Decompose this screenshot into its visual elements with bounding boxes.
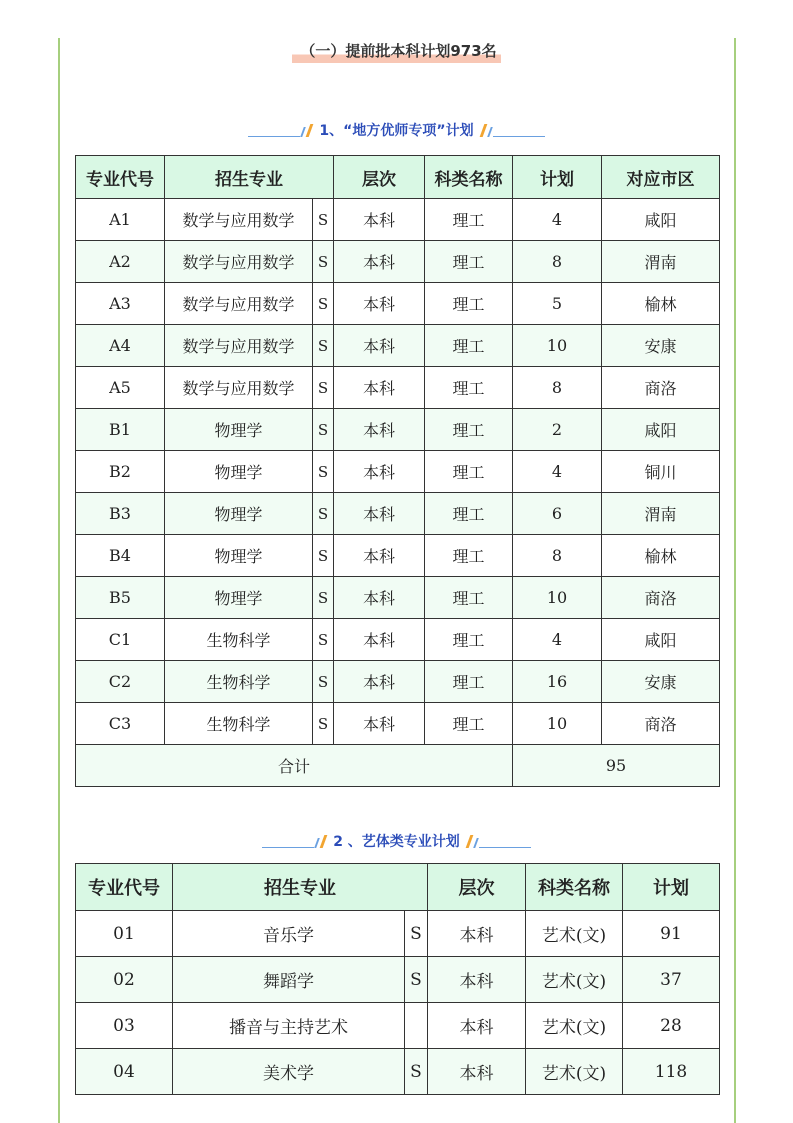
cell-major: 物理学 (165, 577, 313, 619)
cell-level: 本科 (334, 199, 425, 241)
cell-plan: 2 (513, 409, 602, 451)
cell-plan: 118 (623, 1049, 720, 1095)
cell-code: C2 (76, 661, 165, 703)
column-header-plan: 计划 (623, 864, 720, 911)
cell-city: 铜川 (602, 451, 720, 493)
page-border-left (58, 38, 60, 1123)
column-header-level: 层次 (334, 156, 425, 199)
cell-category: 理工 (425, 577, 513, 619)
table-row (76, 577, 720, 619)
heading-decoration-right-icon (466, 834, 531, 848)
cell-s-flag: S (405, 911, 428, 957)
cell-plan: 4 (513, 451, 602, 493)
cell-code: 01 (76, 911, 173, 957)
section-title-text: （一）提前批本科计划973名 (292, 40, 500, 63)
cell-code: A1 (76, 199, 165, 241)
cell-category: 理工 (425, 451, 513, 493)
cell-category: 理工 (425, 703, 513, 745)
column-header-major: 招生专业 (165, 156, 334, 199)
cell-major: 数学与应用数学 (165, 241, 313, 283)
cell-s-flag: S (405, 1049, 428, 1095)
cell-plan: 8 (513, 241, 602, 283)
cell-category: 理工 (425, 367, 513, 409)
column-header-code: 专业代号 (76, 864, 173, 911)
total-row (76, 745, 720, 787)
cell-level: 本科 (428, 957, 526, 1003)
cell-city: 榆林 (602, 283, 720, 325)
cell-s-flag: S (313, 409, 334, 451)
cell-city: 安康 (602, 661, 720, 703)
cell-city: 商洛 (602, 577, 720, 619)
cell-plan: 10 (513, 703, 602, 745)
cell-city: 渭南 (602, 493, 720, 535)
subsection-2-heading-text: 2 、艺体类专业计划 (333, 834, 460, 850)
cell-level: 本科 (334, 367, 425, 409)
cell-level: 本科 (334, 535, 425, 577)
cell-category: 理工 (425, 283, 513, 325)
cell-major: 数学与应用数学 (165, 367, 313, 409)
cell-major: 生物科学 (165, 619, 313, 661)
cell-category: 理工 (425, 325, 513, 367)
table-row (76, 199, 720, 241)
cell-category: 理工 (425, 619, 513, 661)
cell-major: 美术学 (173, 1049, 405, 1095)
cell-category: 理工 (425, 199, 513, 241)
cell-major: 物理学 (165, 409, 313, 451)
cell-city: 商洛 (602, 367, 720, 409)
cell-code: A3 (76, 283, 165, 325)
total-label: 合计 (76, 745, 513, 787)
cell-major: 物理学 (165, 493, 313, 535)
heading-decoration-left-icon (248, 123, 313, 137)
cell-city: 渭南 (602, 241, 720, 283)
table-row (76, 325, 720, 367)
cell-code: A4 (76, 325, 165, 367)
section-title (0, 40, 793, 63)
table-row (76, 283, 720, 325)
cell-plan: 6 (513, 493, 602, 535)
table-row (76, 619, 720, 661)
subsection-1-heading (0, 120, 793, 140)
cell-plan: 8 (513, 535, 602, 577)
cell-plan: 8 (513, 367, 602, 409)
table-row (76, 451, 720, 493)
cell-category: 理工 (425, 409, 513, 451)
cell-category: 理工 (425, 535, 513, 577)
column-header-plan: 计划 (513, 156, 602, 199)
subsection-1-heading-text: 1、“地方优师专项”计划 (319, 123, 474, 139)
cell-major: 音乐学 (173, 911, 405, 957)
cell-level: 本科 (334, 703, 425, 745)
cell-code: 04 (76, 1049, 173, 1095)
cell-major: 生物科学 (165, 661, 313, 703)
cell-plan: 28 (623, 1003, 720, 1049)
cell-s-flag: S (313, 577, 334, 619)
table-row (76, 703, 720, 745)
cell-s-flag: S (313, 241, 334, 283)
table-row (76, 367, 720, 409)
cell-major: 物理学 (165, 451, 313, 493)
cell-level: 本科 (334, 661, 425, 703)
total-value: 95 (513, 745, 720, 787)
cell-s-flag: S (313, 283, 334, 325)
cell-city: 咸阳 (602, 199, 720, 241)
cell-code: B1 (76, 409, 165, 451)
table-row (76, 911, 720, 957)
cell-plan: 4 (513, 199, 602, 241)
cell-level: 本科 (334, 619, 425, 661)
cell-code: 02 (76, 957, 173, 1003)
cell-code: B2 (76, 451, 165, 493)
cell-code: 03 (76, 1003, 173, 1049)
cell-category: 理工 (425, 493, 513, 535)
cell-city: 咸阳 (602, 619, 720, 661)
cell-city: 咸阳 (602, 409, 720, 451)
cell-category: 艺术(文) (526, 1049, 623, 1095)
cell-plan: 10 (513, 577, 602, 619)
cell-major: 物理学 (165, 535, 313, 577)
cell-level: 本科 (428, 1003, 526, 1049)
cell-city: 榆林 (602, 535, 720, 577)
cell-category: 理工 (425, 241, 513, 283)
table-header-row (76, 156, 720, 199)
cell-level: 本科 (334, 577, 425, 619)
table-row (76, 493, 720, 535)
cell-city: 安康 (602, 325, 720, 367)
cell-code: A2 (76, 241, 165, 283)
column-header-category: 科类名称 (526, 864, 623, 911)
local-teacher-plan-table (75, 155, 720, 787)
cell-s-flag: S (313, 493, 334, 535)
cell-plan: 5 (513, 283, 602, 325)
cell-level: 本科 (334, 493, 425, 535)
cell-level: 本科 (334, 451, 425, 493)
column-header-level: 层次 (428, 864, 526, 911)
cell-major: 数学与应用数学 (165, 199, 313, 241)
table-row (76, 409, 720, 451)
cell-city: 商洛 (602, 703, 720, 745)
cell-s-flag: S (313, 703, 334, 745)
cell-code: A5 (76, 367, 165, 409)
cell-level: 本科 (334, 283, 425, 325)
cell-category: 艺术(文) (526, 911, 623, 957)
cell-level: 本科 (334, 241, 425, 283)
column-header-code: 专业代号 (76, 156, 165, 199)
column-header-category: 科类名称 (425, 156, 513, 199)
cell-s-flag (405, 1003, 428, 1049)
cell-code: C3 (76, 703, 165, 745)
table-row (76, 241, 720, 283)
cell-category: 艺术(文) (526, 1003, 623, 1049)
column-header-city: 对应市区 (602, 156, 720, 199)
column-header-major: 招生专业 (173, 864, 428, 911)
table-row (76, 535, 720, 577)
cell-code: B3 (76, 493, 165, 535)
table-row (76, 1049, 720, 1095)
cell-category: 艺术(文) (526, 957, 623, 1003)
cell-s-flag: S (313, 325, 334, 367)
table-header-row (76, 864, 720, 911)
cell-s-flag: S (313, 451, 334, 493)
cell-plan: 16 (513, 661, 602, 703)
table-row (76, 661, 720, 703)
cell-code: B4 (76, 535, 165, 577)
cell-plan: 91 (623, 911, 720, 957)
cell-category: 理工 (425, 661, 513, 703)
subsection-2-heading (0, 831, 793, 851)
cell-major: 数学与应用数学 (165, 325, 313, 367)
page-border-right (734, 38, 736, 1123)
cell-s-flag: S (313, 199, 334, 241)
table-row (76, 957, 720, 1003)
cell-s-flag: S (405, 957, 428, 1003)
cell-level: 本科 (334, 409, 425, 451)
cell-major: 舞蹈学 (173, 957, 405, 1003)
cell-code: C1 (76, 619, 165, 661)
cell-s-flag: S (313, 367, 334, 409)
cell-code: B5 (76, 577, 165, 619)
cell-level: 本科 (334, 325, 425, 367)
cell-major: 播音与主持艺术 (173, 1003, 405, 1049)
arts-sports-plan-table (75, 863, 720, 1095)
heading-decoration-right-icon (480, 123, 545, 137)
cell-level: 本科 (428, 1049, 526, 1095)
cell-major: 数学与应用数学 (165, 283, 313, 325)
heading-decoration-left-icon (262, 834, 327, 848)
cell-level: 本科 (428, 911, 526, 957)
cell-s-flag: S (313, 661, 334, 703)
cell-s-flag: S (313, 535, 334, 577)
cell-s-flag: S (313, 619, 334, 661)
cell-major: 生物科学 (165, 703, 313, 745)
cell-plan: 4 (513, 619, 602, 661)
table-row (76, 1003, 720, 1049)
cell-plan: 10 (513, 325, 602, 367)
cell-plan: 37 (623, 957, 720, 1003)
